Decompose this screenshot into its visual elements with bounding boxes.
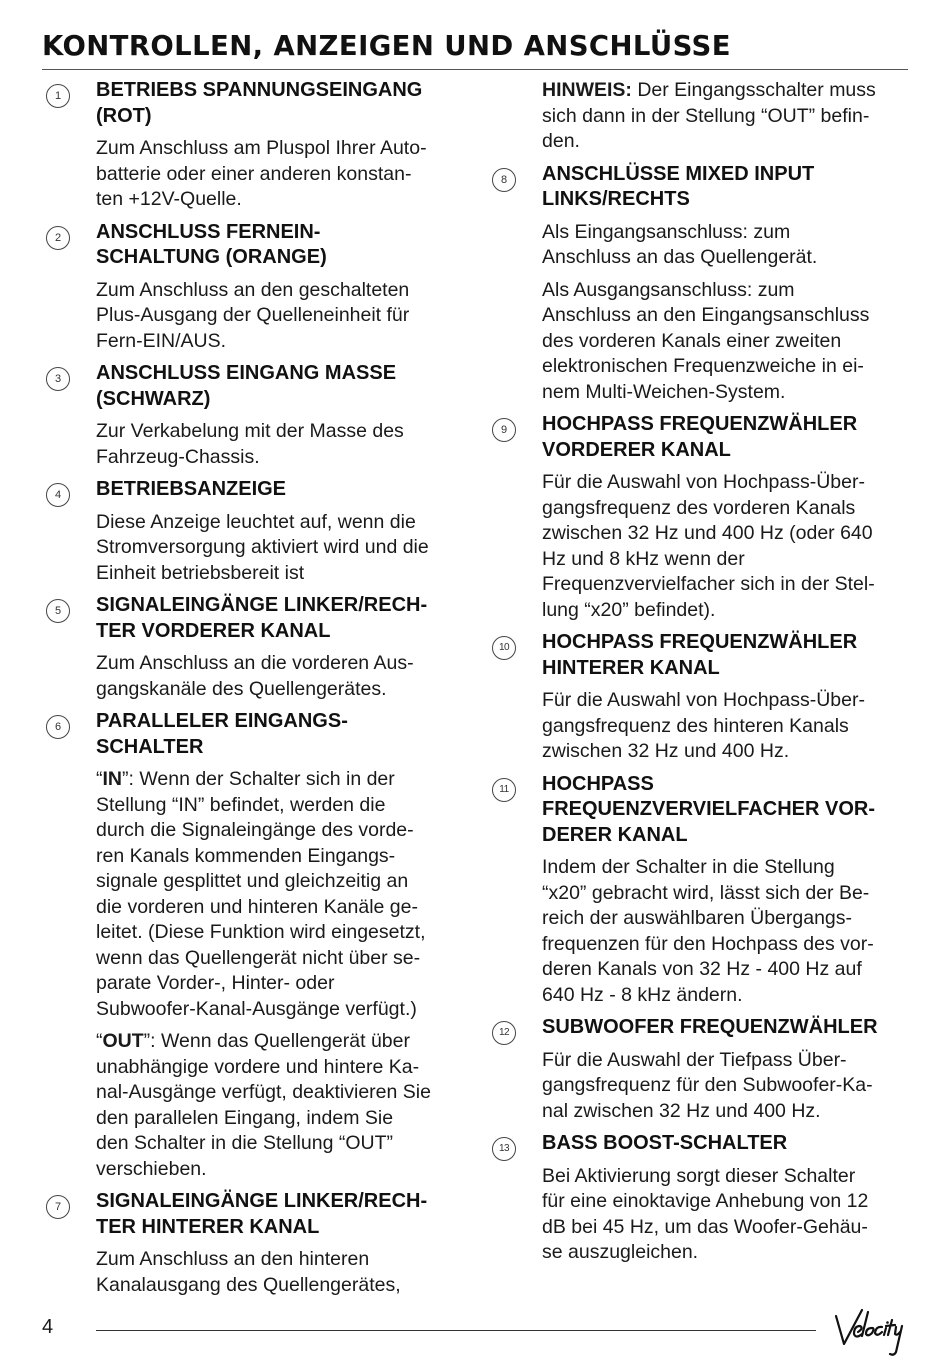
body-text: ”: Wenn das Quellengerät über <box>143 1030 410 1052</box>
item-description <box>96 1247 470 1298</box>
body-line: Zum Anschluss am Pluspol Ihrer Auto- <box>96 137 427 159</box>
item-title <box>96 1189 470 1240</box>
item-description <box>542 855 913 1008</box>
body-line: verschieben. <box>96 1157 207 1180</box>
page-number: 4 <box>42 1316 54 1338</box>
list-item <box>488 412 913 623</box>
body-line: batterie oder einer anderen konstan- <box>96 162 412 185</box>
item-title <box>96 78 470 129</box>
item-description-2 <box>542 278 913 406</box>
title-line: HINTERER KANAL <box>542 656 720 679</box>
item-number-badge: 13 <box>492 1137 516 1161</box>
item-number-badge: 11 <box>492 778 516 802</box>
body-line: Subwoofer-Kanal-Ausgänge verfügt.) <box>96 997 417 1020</box>
item-description <box>96 510 470 587</box>
item-description <box>542 470 913 623</box>
body-line: reich der auswählbaren Übergangs- <box>542 907 853 929</box>
title-line: HOCHPASS FREQUENZWÄHLER <box>542 631 858 653</box>
body-line: den parallelen Eingang, indem Sie <box>96 1106 394 1129</box>
item-number-badge: 3 <box>46 367 70 391</box>
item-description <box>96 651 470 702</box>
item-description <box>96 136 470 213</box>
body-line: die vorderen und hinteren Kanäle ge- <box>96 895 418 918</box>
body-line: “OUT”: Wenn das Quellengerät über <box>96 1030 410 1052</box>
note-line: den. <box>542 130 580 152</box>
title-line: TER HINTERER KANAL <box>96 1215 320 1238</box>
title-line: VORDERER KANAL <box>542 438 731 461</box>
body-line: frequenzen für den Hochpass des vor- <box>542 932 874 955</box>
body-line: nem Multi-Weichen-System. <box>542 380 786 403</box>
body-line: ren Kanals kommenden Eingangs- <box>96 844 396 867</box>
note-continuation <box>488 78 913 155</box>
body-line: elektronischen Frequenzweiche in ei- <box>542 355 864 377</box>
body-line: Zum Anschluss an den hinteren <box>96 1248 370 1270</box>
item-description <box>96 278 470 355</box>
out-label: OUT <box>102 1030 144 1052</box>
body-line: Hz und 8 kHz wenn der <box>542 547 745 570</box>
title-line: (SCHWARZ) <box>96 387 211 410</box>
title-line: PARALLELER EINGANGS- <box>96 710 348 732</box>
item-number-badge: 9 <box>492 418 516 442</box>
note-line: sich dann in der Stellung “OUT” befin- <box>542 104 870 127</box>
body-line: Zur Verkabelung mit der Masse des <box>96 420 404 442</box>
body-line: Stellung “IN” befindet, werden die <box>96 793 386 816</box>
title-line: HOCHPASS FREQUENZWÄHLER <box>542 413 858 435</box>
body-line: Diese Anzeige leuchtet auf, wenn die <box>96 510 416 533</box>
item-number-badge: 6 <box>46 715 70 739</box>
item-description <box>542 1164 913 1266</box>
item-number-badge: 5 <box>46 599 70 623</box>
title-line: ANSCHLÜSSE MIXED INPUT <box>542 162 815 185</box>
body-line: Fahrzeug-Chassis. <box>96 445 260 468</box>
item-title <box>542 630 913 681</box>
body-line: “x20” gebracht wird, lässt sich der Be- <box>542 881 870 904</box>
body-line: unabhängige vordere und hintere Ka- <box>96 1055 420 1078</box>
body-line: deren Kanals von 32 Hz - 400 Hz auf <box>542 958 862 980</box>
body-line: durch die Signaleingänge des vorde- <box>96 819 414 841</box>
body-line: Für die Auswahl von Hochpass-Über- <box>542 689 865 711</box>
body-line: Einheit betriebsbereit ist <box>96 561 305 584</box>
title-line: SIGNALEINGÄNGE LINKER/RECH- <box>96 1190 428 1212</box>
title-line: TER VORDERER KANAL <box>96 619 331 642</box>
page-title: KONTROLLEN, ANZEIGEN UND ANSCHLÜSSE <box>42 30 731 62</box>
item-title <box>96 709 470 760</box>
title-line: BASS BOOST-SCHALTER <box>542 1132 788 1154</box>
note-label: HINWEIS: <box>542 79 632 101</box>
list-item <box>42 1189 470 1298</box>
body-line: parate Vorder-, Hinter- oder <box>96 972 335 994</box>
title-line: SUBWOOFER FREQUENZWÄHLER <box>542 1016 878 1038</box>
body-line: Zum Anschluss an den geschalteten <box>96 278 410 301</box>
item-number-badge: 2 <box>46 226 70 250</box>
title-line: DERER KANAL <box>542 823 688 846</box>
item-description <box>542 220 913 271</box>
body-line: zwischen 32 Hz und 400 Hz. <box>542 740 790 762</box>
item-title <box>542 1131 913 1157</box>
in-mode-description <box>96 767 470 1022</box>
velocity-logo <box>828 1300 910 1360</box>
body-line: Für die Auswahl von Hochpass-Über- <box>542 471 865 493</box>
item-title <box>96 361 470 412</box>
body-line: Kanalausgang des Quellengerätes, <box>96 1273 401 1296</box>
title-line: SCHALTER <box>96 735 204 758</box>
title-divider <box>42 69 908 70</box>
footer-divider <box>96 1330 816 1331</box>
body-line: nal-Ausgänge verfügt, deaktivieren Sie <box>96 1081 431 1103</box>
title-line: ANSCHLUSS EINGANG MASSE <box>96 362 397 384</box>
title-line: ANSCHLUSS FERNEIN- <box>96 220 321 243</box>
item-title <box>542 1015 913 1041</box>
body-line: 640 Hz - 8 kHz ändern. <box>542 983 743 1006</box>
body-line: gangskanäle des Quellengerätes. <box>96 677 387 700</box>
body-line: ten +12V-Quelle. <box>96 188 242 210</box>
title-line: HOCHPASS <box>542 772 654 795</box>
body-line: “IN”: Wenn der Schalter sich in der <box>96 768 395 790</box>
list-item <box>42 477 470 586</box>
title-line: LINKS/RECHTS <box>542 188 690 210</box>
body-line: für eine einoktavige Anhebung von 12 <box>542 1190 869 1212</box>
left-column <box>42 78 470 1298</box>
item-title <box>96 477 470 503</box>
body-line: Bei Aktivierung sorgt dieser Schalter <box>542 1164 856 1187</box>
list-item <box>42 361 470 470</box>
body-line: Für die Auswahl der Tiefpass Über- <box>542 1048 847 1071</box>
item-description <box>542 1048 913 1125</box>
item-number-badge: 1 <box>46 84 70 108</box>
body-line: den Schalter in die Stellung “OUT” <box>96 1132 393 1154</box>
body-line: gangsfrequenz des hinteren Kanals <box>542 714 849 737</box>
item-number-badge: 10 <box>492 636 516 660</box>
item-description <box>96 419 470 470</box>
list-item <box>42 220 470 355</box>
list-item <box>42 593 470 702</box>
body-line: signale gesplittet und gleichzeitig an <box>96 870 409 892</box>
body-line: zwischen 32 Hz und 400 Hz (oder 640 <box>542 522 873 544</box>
list-item <box>42 78 470 213</box>
body-line: Indem der Schalter in die Stellung <box>542 856 835 878</box>
body-line: Als Ausgangsanschluss: zum <box>542 278 795 301</box>
title-line: SCHALTUNG (ORANGE) <box>96 246 327 268</box>
body-line: se auszugleichen. <box>542 1241 699 1263</box>
body-line: dB bei 45 Hz, um das Woofer-Gehäu- <box>542 1215 868 1238</box>
item-title <box>542 162 913 213</box>
body-line: gangsfrequenz für den Subwoofer-Ka- <box>542 1074 873 1096</box>
body-line: Anschluss an den Eingangsanschluss <box>542 304 870 326</box>
title-line: FREQUENZVERVIELFACHER VOR- <box>542 798 875 820</box>
title-line: SIGNALEINGÄNGE LINKER/RECH- <box>96 594 428 616</box>
body-line: gangsfrequenz des vorderen Kanals <box>542 496 856 519</box>
note-line <box>542 78 913 104</box>
body-line: Fern-EIN/AUS. <box>96 329 227 352</box>
item-number-badge: 12 <box>492 1021 516 1045</box>
body-line: nal zwischen 32 Hz und 400 Hz. <box>542 1099 821 1122</box>
item-description <box>542 688 913 765</box>
list-item <box>488 1015 913 1124</box>
title-line: BETRIEBSANZEIGE <box>96 478 287 500</box>
right-column <box>488 78 913 1266</box>
note-text: Der Eingangsschalter muss <box>631 79 876 101</box>
body-line: Stromversorgung aktiviert wird und die <box>96 536 429 558</box>
item-title <box>96 220 470 271</box>
body-line: lung “x20” befindet). <box>542 598 716 621</box>
body-line: Anschluss an das Quellengerät. <box>542 246 818 268</box>
body-text: ”: Wenn der Schalter sich in der <box>122 768 395 790</box>
item-title <box>542 772 913 849</box>
item-title <box>96 593 470 644</box>
body-line: des vorderen Kanals einer zweiten <box>542 329 842 352</box>
item-number-badge: 8 <box>492 168 516 192</box>
out-mode-description <box>96 1029 470 1182</box>
item-number-badge: 7 <box>46 1195 70 1219</box>
body-line: wenn das Quellengerät nicht über se- <box>96 946 421 969</box>
body-line: Zum Anschluss an die vorderen Aus- <box>96 652 414 674</box>
body-line: Plus-Ausgang der Quelleneinheit für <box>96 304 410 326</box>
list-item <box>42 709 470 1182</box>
item-number-badge: 4 <box>46 483 70 507</box>
title-line: BETRIEBS SPANNUNGSEINGANG <box>96 79 423 101</box>
list-item <box>488 630 913 765</box>
list-item <box>488 772 913 1009</box>
list-item <box>488 162 913 406</box>
body-line: Als Eingangsanschluss: zum <box>542 220 791 243</box>
body-line: leitet. (Diese Funktion wird eingesetzt, <box>96 921 426 943</box>
list-item <box>488 1131 913 1266</box>
item-title <box>542 412 913 463</box>
in-label: IN <box>102 768 122 790</box>
body-line: Frequenzvervielfacher sich in der Stel- <box>542 573 875 595</box>
title-line: (ROT) <box>96 104 152 127</box>
